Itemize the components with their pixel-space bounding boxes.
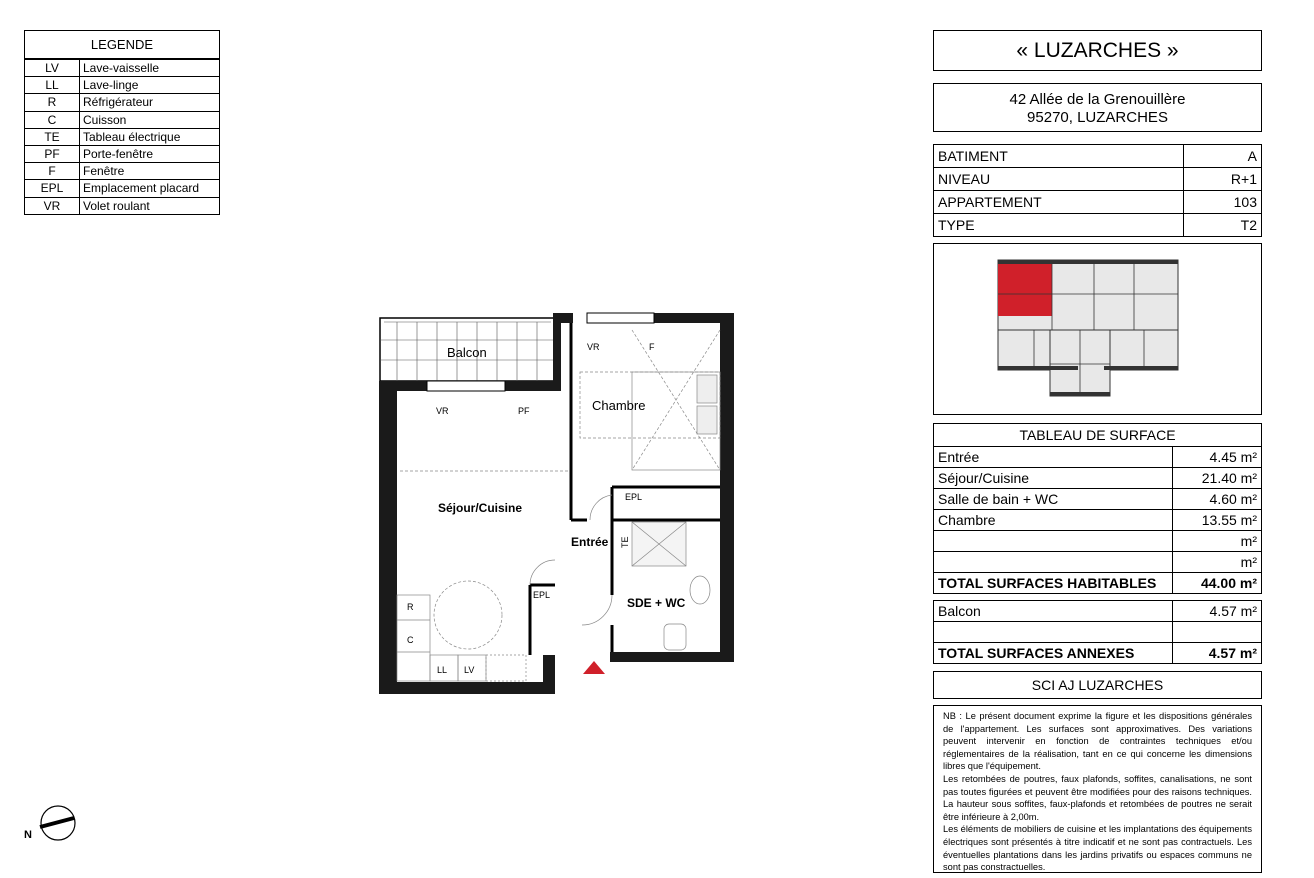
info-row bbox=[934, 214, 1262, 237]
legend-row bbox=[25, 128, 219, 145]
address-line: 42 Allée de la Grenouillère bbox=[1009, 91, 1186, 108]
legend-label: Lave-linge bbox=[83, 78, 139, 93]
surface-total-row bbox=[934, 573, 1262, 594]
annex-row bbox=[934, 622, 1262, 643]
surface-total-value: 44.00 m² bbox=[1173, 573, 1262, 594]
north-label: N bbox=[24, 829, 32, 841]
entrance-arrow-icon bbox=[583, 661, 605, 674]
surface-label bbox=[934, 552, 1173, 573]
legend-row bbox=[25, 76, 219, 93]
annex-total-label: TOTAL SURFACES ANNEXES bbox=[934, 643, 1173, 664]
info-row bbox=[934, 191, 1262, 214]
project-title: « LUZARCHES » bbox=[933, 30, 1262, 71]
legend-code: PF bbox=[25, 146, 80, 162]
legend-row bbox=[25, 93, 219, 110]
legend-code: LL bbox=[25, 77, 80, 93]
legend-row bbox=[25, 179, 219, 196]
legend-row bbox=[25, 111, 219, 128]
surface-value: 21.40 m² bbox=[1173, 468, 1262, 489]
label-lv: LV bbox=[464, 665, 475, 675]
legend-code: EPL bbox=[25, 180, 80, 196]
info-label: APPARTEMENT bbox=[934, 191, 1184, 214]
legend-table bbox=[24, 30, 220, 215]
surface-value: 13.55 m² bbox=[1173, 510, 1262, 531]
info-value: 103 bbox=[1184, 191, 1262, 214]
surface-value: 4.45 m² bbox=[1173, 447, 1262, 468]
annex-label bbox=[934, 622, 1173, 643]
info-value: A bbox=[1184, 145, 1262, 168]
surface-value: m² bbox=[1173, 552, 1262, 573]
annex-row bbox=[934, 601, 1262, 622]
note-paragraph: Les éléments de mobiliers de cuisine et les implantations des équipements électriques sont présentés à titre indicatif et ne sont pas contractuels. Les éventuelles plantations dans les jardins privatifs ou espaces communs ne sont pas constractuelles. bbox=[943, 824, 1252, 873]
legend-code: R bbox=[25, 94, 80, 110]
info-value: T2 bbox=[1184, 214, 1262, 237]
annex-value: 4.57 m² bbox=[1173, 601, 1262, 622]
surface-row bbox=[934, 489, 1262, 510]
surface-row bbox=[934, 447, 1262, 468]
disclaimer-note bbox=[933, 705, 1262, 873]
surface-value: 4.60 m² bbox=[1173, 489, 1262, 510]
label-epl: EPL bbox=[625, 492, 643, 502]
info-row bbox=[934, 145, 1262, 168]
room-label-sde: SDE + WC bbox=[627, 596, 686, 610]
info-table bbox=[933, 144, 1262, 237]
legend-code: LV bbox=[25, 60, 80, 76]
surface-label: Chambre bbox=[934, 510, 1173, 531]
surface-row bbox=[934, 468, 1262, 489]
label-pf: PF bbox=[518, 406, 530, 416]
legend-label: Tableau électrique bbox=[83, 129, 181, 144]
building-map-image bbox=[934, 244, 1261, 414]
room-label-sejour: Séjour/Cuisine bbox=[438, 501, 523, 515]
surface-total-label: TOTAL SURFACES HABITABLES bbox=[934, 573, 1173, 594]
building-location-map bbox=[933, 243, 1262, 415]
label-vr: VR bbox=[587, 342, 600, 352]
annex-total-value: 4.57 m² bbox=[1173, 643, 1262, 664]
company-name: SCI AJ LUZARCHES bbox=[933, 671, 1262, 699]
project-address bbox=[933, 83, 1262, 132]
legend-label: Fenêtre bbox=[83, 164, 125, 179]
note-paragraph: Les retombées de poutres, faux plafonds, soffites, canalisations, ne sont pas toutes figurées et peuvent être modifiées pour des raisons techniques. La hauteur sous soffites, faux-plafonds et retombées de poutres ne serait être inférieure à 2,00m. bbox=[943, 773, 1252, 822]
legend-row bbox=[25, 162, 219, 179]
surface-row bbox=[934, 531, 1262, 552]
info-label: NIVEAU bbox=[934, 168, 1184, 191]
north-arrow-icon bbox=[22, 803, 82, 843]
legend-code: F bbox=[25, 163, 80, 179]
legend-code: VR bbox=[25, 198, 80, 214]
room-label-entree: Entrée bbox=[571, 535, 609, 549]
legend-row bbox=[25, 145, 219, 162]
label-epl: EPL bbox=[533, 590, 551, 600]
surface-row bbox=[934, 552, 1262, 573]
label-te: TE bbox=[620, 536, 630, 548]
surface-label bbox=[934, 531, 1173, 552]
legend-label: Cuisson bbox=[83, 112, 127, 127]
address-line: 95270, LUZARCHES bbox=[1027, 109, 1168, 126]
legend-title: LEGENDE bbox=[25, 31, 219, 59]
annex-table bbox=[933, 600, 1262, 664]
surface-label: Entrée bbox=[934, 447, 1173, 468]
room-label-balcon: Balcon bbox=[447, 345, 487, 360]
info-row bbox=[934, 168, 1262, 191]
legend-label: Emplacement placard bbox=[83, 181, 200, 196]
label-c: C bbox=[407, 635, 414, 645]
info-label: BATIMENT bbox=[934, 145, 1184, 168]
legend-row bbox=[25, 59, 219, 76]
surface-value: m² bbox=[1173, 531, 1262, 552]
annex-value bbox=[1173, 622, 1262, 643]
surface-label: Séjour/Cuisine bbox=[934, 468, 1173, 489]
walls bbox=[379, 313, 734, 694]
surface-label: Salle de bain + WC bbox=[934, 489, 1173, 510]
legend-label: Volet roulant bbox=[83, 198, 150, 213]
label-vr: VR bbox=[436, 406, 449, 416]
surface-row bbox=[934, 510, 1262, 531]
legend-label: Lave-vaisselle bbox=[83, 61, 160, 75]
label-r: R bbox=[407, 602, 414, 612]
label-ll: LL bbox=[437, 665, 448, 675]
surface-table bbox=[933, 423, 1262, 594]
legend-code: TE bbox=[25, 129, 80, 145]
info-label: TYPE bbox=[934, 214, 1184, 237]
room-label-chambre: Chambre bbox=[592, 398, 646, 413]
legend-label: Porte-fenêtre bbox=[83, 146, 154, 161]
legend-code: C bbox=[25, 112, 80, 128]
surface-header bbox=[934, 424, 1262, 447]
floor-plan bbox=[378, 312, 738, 697]
surface-title: TABLEAU DE SURFACE bbox=[934, 424, 1262, 447]
legend-row bbox=[25, 197, 219, 214]
label-f: F bbox=[649, 342, 655, 352]
legend-label: Réfrigérateur bbox=[83, 95, 154, 110]
note-paragraph: NB : Le présent document exprime la figure et les dispositions générales de l'appartement. Les surfaces sont approximatives. Des variations peuvent intervenir en fonction de contraintes techniques et/ou réglementaires de la réalisation, tant en ce qui concerne les dimensions libres que l'équipement. bbox=[943, 711, 1252, 772]
info-value: R+1 bbox=[1184, 168, 1262, 191]
annex-total-row bbox=[934, 643, 1262, 664]
annex-label: Balcon bbox=[934, 601, 1173, 622]
